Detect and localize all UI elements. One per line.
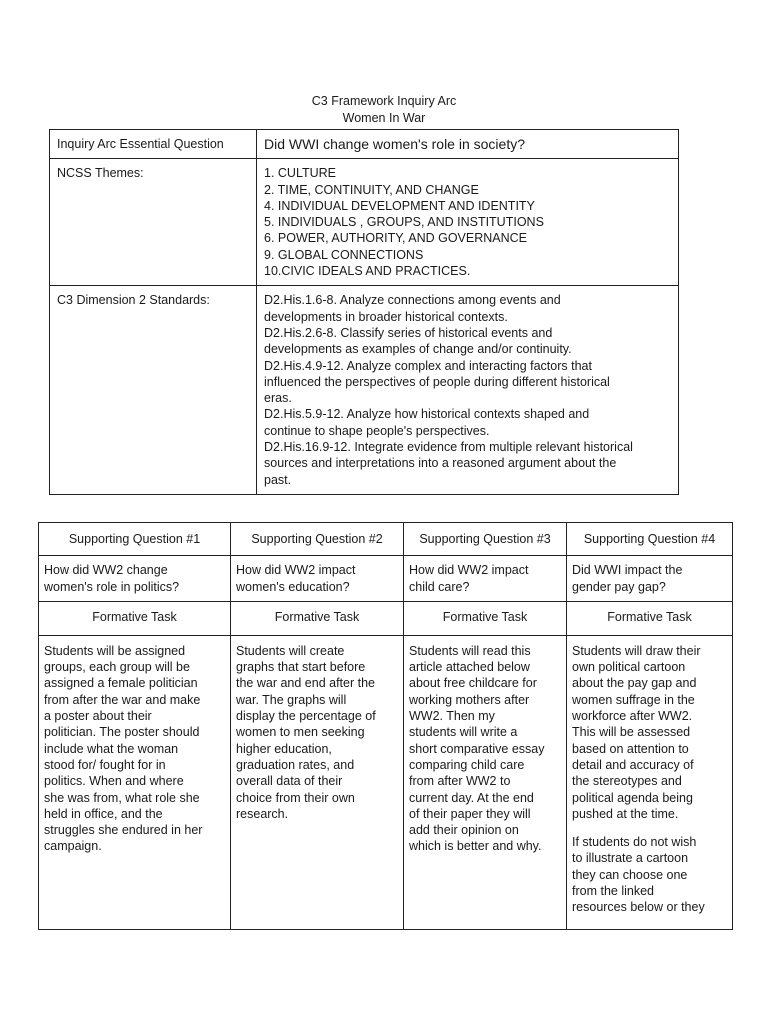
supporting-question-1-header: Supporting Question #1 bbox=[39, 523, 231, 556]
theme-item: 5. INDIVIDUALS , GROUPS, AND INSTITUTIONS bbox=[264, 215, 544, 230]
formative-task-body-row bbox=[39, 635, 733, 929]
task-line: politics. When and where bbox=[44, 774, 184, 789]
question-line: Did WWI impact the bbox=[572, 563, 683, 578]
task-line: resources below or they bbox=[572, 900, 705, 915]
theme-item: 2. TIME, CONTINUITY, AND CHANGE bbox=[264, 182, 479, 197]
supporting-question-2 bbox=[231, 556, 404, 602]
task-line: held in office, and the bbox=[44, 806, 163, 821]
task-line: of their paper they will bbox=[409, 806, 531, 821]
ncss-themes-label: NCSS Themes: bbox=[50, 159, 257, 286]
task-line: women suffrage in the bbox=[572, 692, 695, 707]
standards-line: sources and interpretations into a reasoned argument about the bbox=[264, 456, 617, 471]
question-line: child care? bbox=[409, 579, 470, 594]
formative-task-2-label: Formative Task bbox=[231, 601, 404, 635]
question-line: How did WW2 change bbox=[44, 563, 168, 578]
task-line: overall data of their bbox=[236, 774, 343, 789]
formative-task-3 bbox=[404, 635, 567, 929]
standards-line: developments in broader historical contexts. bbox=[264, 309, 508, 324]
task-line: a poster about their bbox=[44, 709, 152, 724]
formative-task-label-row bbox=[39, 601, 733, 635]
standards-line: developments as examples of change and/or continuity. bbox=[264, 342, 572, 357]
supporting-header-row bbox=[39, 523, 733, 556]
formative-task-1 bbox=[39, 635, 231, 929]
task-line: which is better and why. bbox=[409, 839, 542, 854]
question-line: women's education? bbox=[236, 579, 350, 594]
task-line: own political cartoon bbox=[572, 660, 686, 675]
task-line: politician. The poster should bbox=[44, 725, 200, 740]
task-line: from after the war and make bbox=[44, 692, 201, 707]
essential-question-label: Inquiry Arc Essential Question bbox=[50, 130, 257, 159]
supporting-question-3-header: Supporting Question #3 bbox=[404, 523, 567, 556]
standards-line: past. bbox=[264, 472, 292, 487]
task-line: about free childcare for bbox=[409, 676, 537, 691]
supporting-question-1 bbox=[39, 556, 231, 602]
task-line: campaign. bbox=[44, 839, 102, 854]
standards-line: D2.His.1.6-8. Analyze connections among events and bbox=[264, 293, 561, 308]
standards-line: influenced the perspectives of people during different historical bbox=[264, 374, 610, 389]
standards-line: eras. bbox=[264, 391, 292, 406]
task-line: include what the woman bbox=[44, 741, 179, 756]
task-line: the war and end after the bbox=[236, 676, 375, 691]
task-line: from the linked bbox=[572, 884, 654, 899]
task-line: Students will create bbox=[236, 643, 345, 658]
task-line: graduation rates, and bbox=[236, 757, 355, 772]
formative-task-4 bbox=[567, 635, 733, 929]
task-line: pushed at the time. bbox=[572, 806, 679, 821]
task-line: graphs that start before bbox=[236, 660, 366, 675]
document-title: C3 Framework Inquiry Arc bbox=[311, 94, 457, 108]
task-line: If students do not wish bbox=[572, 835, 697, 850]
supporting-question-4 bbox=[567, 556, 733, 602]
task-line: Students will draw their bbox=[572, 643, 701, 658]
question-line: How did WW2 impact bbox=[409, 563, 529, 578]
ncss-themes-row bbox=[50, 159, 679, 286]
standards-line: D2.His.16.9-12. Integrate evidence from multiple relevant historical bbox=[264, 440, 633, 455]
task-line: WW2. Then my bbox=[409, 709, 495, 724]
task-line: stood for/ fought for in bbox=[44, 757, 166, 772]
task-line: research. bbox=[236, 806, 289, 821]
task-line: the stereotypes and bbox=[572, 774, 682, 789]
task-line: Students will read this bbox=[409, 643, 531, 658]
supporting-question-row bbox=[39, 556, 733, 602]
question-line: gender pay gap? bbox=[572, 579, 666, 594]
theme-item: 10.CIVIC IDEALS AND PRACTICES. bbox=[264, 264, 471, 279]
task-line: comparing child care bbox=[409, 757, 525, 772]
task-line: choice from their own bbox=[236, 790, 355, 805]
formative-task-2 bbox=[231, 635, 404, 929]
supporting-question-4-header: Supporting Question #4 bbox=[567, 523, 733, 556]
task-line: add their opinion on bbox=[409, 823, 519, 838]
theme-item: 4. INDIVIDUAL DEVELOPMENT AND IDENTITY bbox=[264, 198, 535, 213]
task-line: she was from, what role she bbox=[44, 790, 200, 805]
task-line: political agenda being bbox=[572, 790, 693, 805]
task-line: article attached below bbox=[409, 660, 530, 675]
standards-line: D2.His.2.6-8. Classify series of historical events and bbox=[264, 325, 553, 340]
standards-list bbox=[257, 286, 679, 495]
supporting-questions-table bbox=[38, 522, 733, 930]
document-title-block bbox=[0, 93, 768, 127]
essential-question-value: Did WWI change women's role in society? bbox=[257, 130, 679, 159]
theme-item: 9. GLOBAL CONNECTIONS bbox=[264, 247, 424, 262]
task-line: short comparative essay bbox=[409, 741, 545, 756]
task-line: This will be assessed bbox=[572, 725, 691, 740]
task-line: from after WW2 to bbox=[409, 774, 511, 789]
task-line: students will write a bbox=[409, 725, 518, 740]
task-line: based on attention to bbox=[572, 741, 689, 756]
formative-task-1-label: Formative Task bbox=[39, 601, 231, 635]
standards-line: D2.His.4.9-12. Analyze complex and interacting factors that bbox=[264, 358, 592, 373]
task-line: assigned a female politician bbox=[44, 676, 198, 691]
task-line: women to men seeking bbox=[236, 725, 365, 740]
inquiry-arc-table bbox=[49, 129, 679, 495]
paragraph-gap bbox=[572, 822, 727, 834]
question-line: How did WW2 impact bbox=[236, 563, 356, 578]
standards-label: C3 Dimension 2 Standards: bbox=[50, 286, 257, 495]
task-line: to illustrate a cartoon bbox=[572, 851, 689, 866]
standards-line: continue to shape people's perspectives. bbox=[264, 423, 490, 438]
task-line: struggles she endured in her bbox=[44, 823, 203, 838]
task-line: current day. At the end bbox=[409, 790, 534, 805]
supporting-question-2-header: Supporting Question #2 bbox=[231, 523, 404, 556]
task-line: detail and accuracy of bbox=[572, 757, 694, 772]
standards-row bbox=[50, 286, 679, 495]
task-line: war. The graphs will bbox=[236, 692, 347, 707]
task-line: they can choose one bbox=[572, 867, 688, 882]
theme-item: 6. POWER, AUTHORITY, AND GOVERNANCE bbox=[264, 231, 528, 246]
task-line: higher education, bbox=[236, 741, 332, 756]
task-line: groups, each group will be bbox=[44, 660, 190, 675]
formative-task-3-label: Formative Task bbox=[404, 601, 567, 635]
task-line: workforce after WW2. bbox=[572, 709, 693, 724]
task-line: Students will be assigned bbox=[44, 643, 186, 658]
task-line: working mothers after bbox=[409, 692, 530, 707]
task-line: display the percentage of bbox=[236, 709, 376, 724]
ncss-themes-list bbox=[257, 159, 679, 286]
question-line: women's role in politics? bbox=[44, 579, 180, 594]
theme-item: 1. CULTURE bbox=[264, 166, 337, 181]
essential-question-row bbox=[50, 130, 679, 159]
supporting-question-3 bbox=[404, 556, 567, 602]
standards-line: D2.His.5.9-12. Analyze how historical contexts shaped and bbox=[264, 407, 590, 422]
document-subtitle: Women In War bbox=[342, 111, 426, 125]
task-line: about the pay gap and bbox=[572, 676, 697, 691]
formative-task-4-label: Formative Task bbox=[567, 601, 733, 635]
